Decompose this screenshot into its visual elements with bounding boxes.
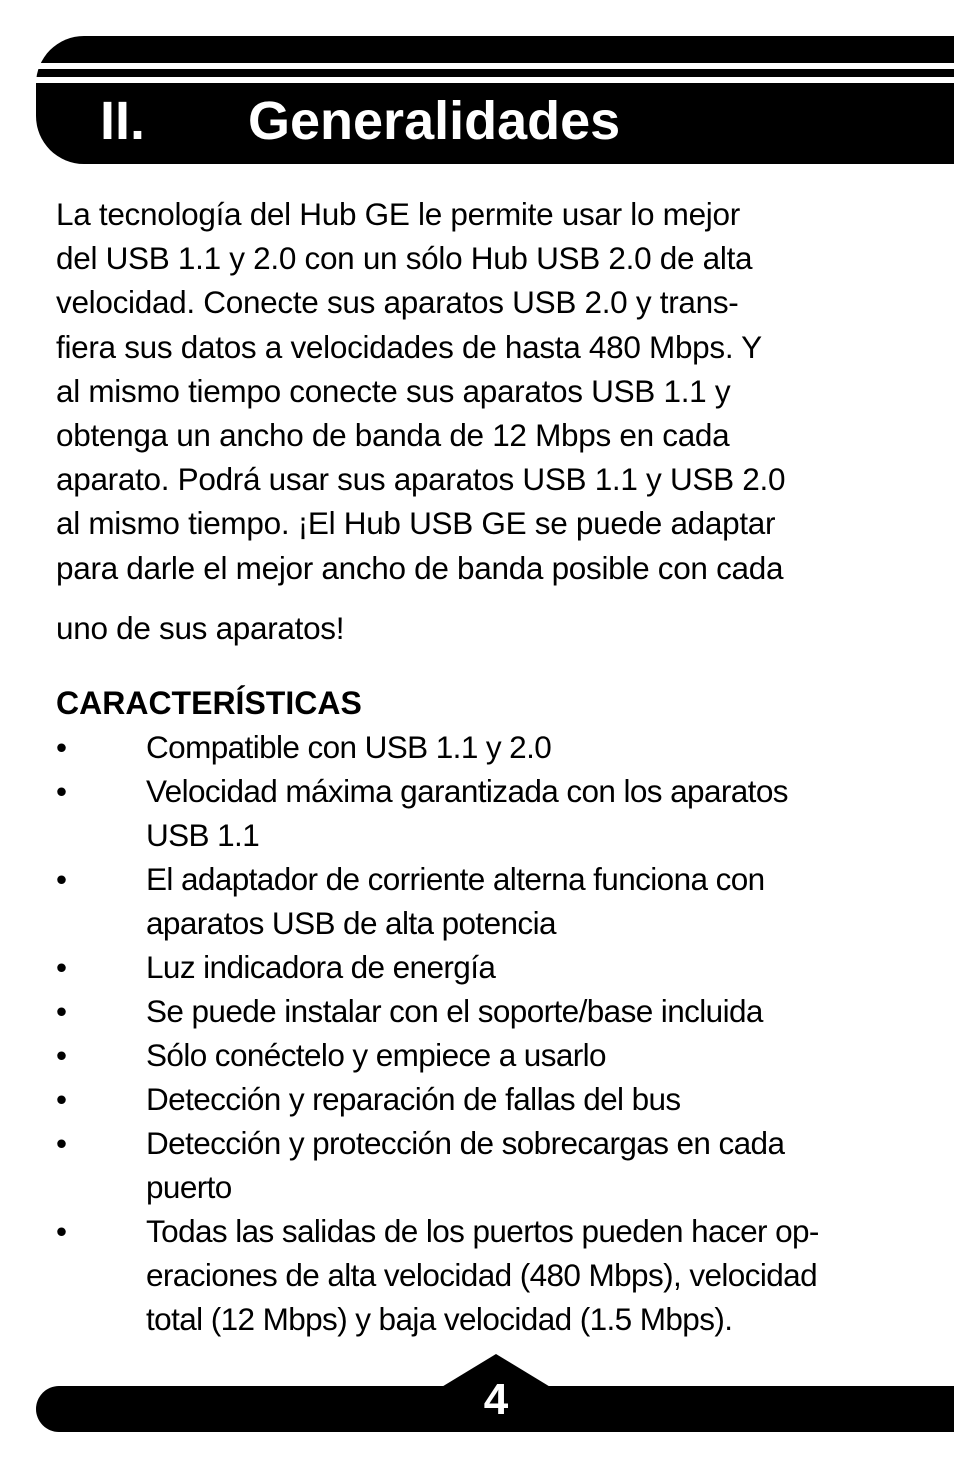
feature-text: eraciones de alta velocidad (480 Mbps), velocidad: [146, 1257, 818, 1293]
bullet-icon: •: [56, 1125, 67, 1161]
feature-text: Sólo conéctelo y empiece a usarlo: [146, 1037, 606, 1073]
intro-line: al mismo tiempo conecte sus aparatos USB 1.1 y: [56, 372, 731, 409]
feature-text: Compatible con USB 1.1 y 2.0: [146, 729, 552, 765]
bullet-icon: •: [56, 861, 67, 897]
feature-text: Detección y reparación de fallas del bus: [146, 1081, 681, 1117]
feature-item: [56, 1077, 936, 1121]
features-list: [56, 725, 936, 1341]
section-number: II.: [100, 91, 146, 151]
feature-item: [56, 769, 936, 857]
feature-item: [56, 1033, 936, 1077]
bullet-icon: •: [56, 949, 67, 985]
feature-item: [56, 989, 936, 1033]
intro-line: al mismo tiempo. ¡El Hub USB GE se puede adaptar: [56, 505, 776, 542]
feature-item: [56, 945, 936, 989]
feature-text: puerto: [146, 1169, 232, 1205]
intro-line: aparato. Podrá usar sus aparatos USB 1.1 y USB 2.0: [56, 461, 786, 498]
intro-paragraph: [56, 192, 916, 650]
bullet-icon: •: [56, 729, 67, 765]
intro-line: para darle el mejor ancho de banda posible con cada: [56, 549, 784, 586]
feature-item: [56, 725, 936, 769]
feature-item: [56, 857, 936, 945]
feature-item: [56, 1121, 936, 1209]
bullet-icon: •: [56, 1081, 67, 1117]
feature-item: [56, 1209, 936, 1341]
intro-line: La tecnología del Hub GE le permite usar lo mejor: [56, 196, 740, 232]
bullet-icon: •: [56, 773, 67, 809]
feature-text: El adaptador de corriente alterna funciona con: [146, 861, 765, 897]
intro-line: velocidad. Conecte sus aparatos USB 2.0 y trans-: [56, 284, 739, 321]
page-number: 4: [483, 1375, 509, 1424]
bullet-icon: •: [56, 993, 67, 1029]
feature-text: aparatos USB de alta potencia: [146, 905, 556, 941]
section-title: Generalidades: [248, 91, 621, 151]
feature-text: USB 1.1: [146, 817, 260, 853]
bullet-icon: •: [56, 1037, 67, 1073]
features-heading: CARACTERÍSTICAS: [56, 685, 362, 721]
feature-text: Detección y protección de sobrecargas en cada: [146, 1125, 785, 1161]
intro-line: del USB 1.1 y 2.0 con un sólo Hub USB 2.0 de alta: [56, 240, 753, 277]
feature-text: Se puede instalar con el soporte/base incluida: [146, 993, 763, 1029]
intro-line: fiera sus datos a velocidades de hasta 480 Mbps. Y: [56, 328, 762, 365]
header-stripe: [36, 77, 954, 83]
header-stripe: [36, 63, 954, 69]
intro-line: uno de sus aparatos!: [56, 609, 345, 646]
feature-text: total (12 Mbps) y baja velocidad (1.5 Mbps).: [146, 1301, 733, 1337]
feature-text: Luz indicadora de energía: [146, 949, 496, 985]
feature-text: Todas las salidas de los puertos pueden hacer op-: [146, 1213, 819, 1249]
feature-text: Velocidad máxima garantizada con los aparatos: [146, 773, 788, 809]
bullet-icon: •: [56, 1213, 67, 1249]
intro-line: obtenga un ancho de banda de 12 Mbps en cada: [56, 417, 730, 454]
